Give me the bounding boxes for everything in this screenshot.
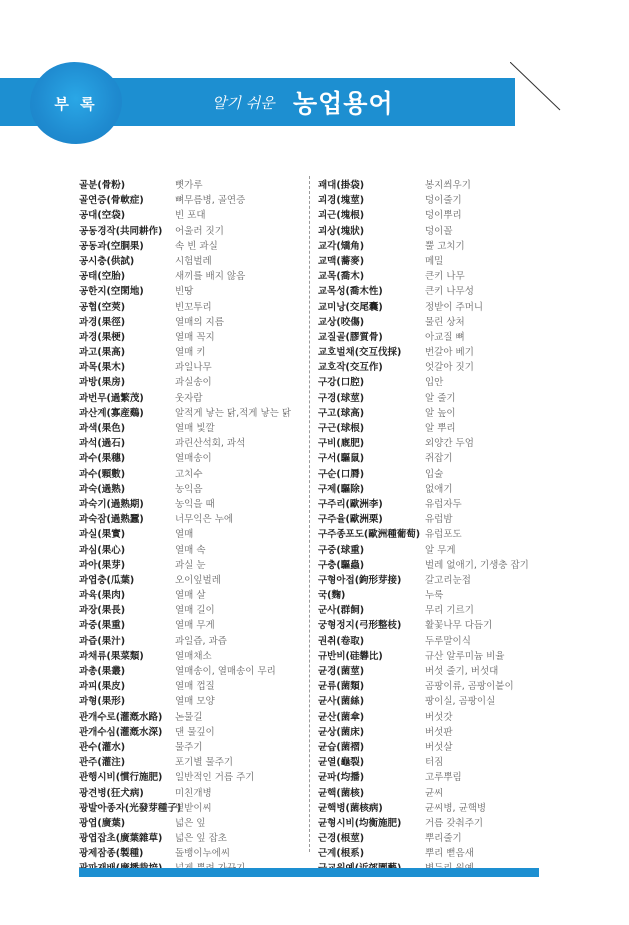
glossary-row [318, 558, 548, 573]
glossary-row [79, 345, 309, 360]
glossary-term: 과숙잠(過熟蠶) [79, 514, 144, 526]
glossary-row [79, 816, 309, 831]
glossary-term: 과수(果穗) [79, 453, 126, 465]
glossary-meaning: 열매송이 [175, 453, 212, 465]
glossary-row [318, 573, 548, 588]
glossary-term: 과경(果徑) [79, 316, 126, 328]
glossary-row [318, 451, 548, 466]
glossary-meaning: 곰팡이류, 곰팡이붙이 [425, 681, 514, 693]
glossary-meaning: 뼈무름병, 골연증 [175, 195, 246, 207]
glossary-term: 구주리(歐洲李) [318, 498, 383, 510]
glossary-row [318, 391, 548, 406]
glossary-row [318, 406, 548, 421]
glossary-meaning: 열매송이, 열매송이 무리 [175, 666, 276, 677]
glossary-meaning: 없애기 [425, 483, 453, 495]
glossary-row [318, 846, 548, 861]
glossary-meaning: 새끼를 배지 않음 [175, 271, 246, 283]
glossary-meaning: 속 빈 과실 [175, 240, 218, 252]
glossary-row [79, 573, 309, 588]
glossary-term: 구충(驅蟲) [318, 559, 365, 571]
glossary-row [79, 467, 309, 482]
glossary-meaning: 덩이줄기 [425, 195, 462, 207]
glossary-meaning: 농익음 [175, 483, 203, 495]
glossary-row [79, 421, 309, 436]
glossary-term: 관개수로(灌漑水路) [79, 711, 163, 723]
glossary-meaning: 큰키 나무성 [425, 286, 474, 298]
glossary-meaning: 번갈아 베기 [425, 347, 474, 359]
glossary-row [79, 436, 309, 451]
glossary-meaning: 열매 모양 [175, 696, 215, 708]
glossary-term: 균핵병(菌核病) [318, 802, 383, 814]
glossary-row [318, 345, 548, 360]
glossary-row [79, 618, 309, 633]
glossary-row [318, 284, 548, 299]
glossary-term: 교호작(交互作) [318, 362, 383, 374]
glossary-term: 균경(菌莖) [318, 666, 365, 677]
glossary-term: 과목(果木) [79, 362, 126, 374]
glossary-term: 구서(驅鼠) [318, 453, 365, 465]
glossary-term: 과피(果皮) [79, 681, 126, 693]
glossary-term: 균열(龜裂) [318, 757, 365, 769]
glossary-term: 광엽(廣葉) [79, 817, 126, 829]
glossary-meaning: 과일즙, 과즙 [175, 635, 227, 647]
glossary-term: 공시충(供試) [79, 255, 135, 267]
glossary-meaning: 시험벌레 [175, 255, 212, 267]
glossary-term: 괴근(塊根) [318, 210, 365, 222]
glossary-term: 광엽잡초(廣葉雜草) [79, 833, 163, 845]
glossary-meaning: 알 무게 [425, 544, 456, 556]
glossary-row [79, 649, 309, 664]
glossary-row [318, 208, 548, 223]
glossary-row [79, 178, 309, 193]
glossary-row [318, 603, 548, 618]
glossary-meaning: 벌레 없애기, 기생충 잡기 [425, 559, 529, 571]
glossary-meaning: 과린산석회, 과석 [175, 438, 246, 450]
glossary-meaning: 열매의 지름 [175, 316, 224, 328]
glossary-meaning: 열매 속 [175, 544, 206, 556]
glossary-meaning: 덩이꼴 [425, 225, 453, 237]
glossary-term: 과총(果叢) [79, 666, 126, 677]
glossary-meaning: 물린 상처 [425, 316, 465, 328]
glossary-row [79, 497, 309, 512]
glossary-row [79, 558, 309, 573]
glossary-term: 군사(群飼) [318, 605, 365, 617]
glossary-meaning: 열매 키 [175, 347, 206, 359]
glossary-term: 교미낭(交尾囊) [318, 301, 383, 313]
glossary-row [79, 193, 309, 208]
glossary-meaning: 열매 껍질 [175, 681, 215, 693]
glossary-term: 과실(果實) [79, 529, 126, 541]
glossary-term: 구중(球重) [318, 544, 365, 556]
glossary-meaning: 과일나무 [175, 362, 212, 374]
glossary-row [318, 786, 548, 801]
glossary-meaning: 버섯살 [425, 741, 453, 753]
glossary-row [318, 634, 548, 649]
glossary-row [318, 816, 548, 831]
glossary-meaning: 포기별 물주기 [175, 757, 234, 769]
glossary-row [318, 467, 548, 482]
glossary-row [79, 755, 309, 770]
glossary-row [318, 543, 548, 558]
glossary-meaning: 균씨병, 균핵병 [425, 802, 487, 814]
glossary-term: 과심(果心) [79, 544, 126, 556]
glossary-row [318, 588, 548, 603]
glossary-meaning: 누룩 [425, 590, 444, 602]
glossary-row [318, 527, 548, 542]
glossary-row [318, 649, 548, 664]
glossary-row [79, 740, 309, 755]
glossary-row [318, 512, 548, 527]
glossary-term: 공대(空袋) [79, 210, 126, 222]
glossary-term: 광발아종자(光發芽種子) [79, 802, 182, 814]
glossary-term: 괘대(掛袋) [318, 180, 365, 191]
glossary-meaning: 열매 빛깔 [175, 423, 215, 434]
glossary-term: 과색(果色) [79, 423, 126, 434]
glossary-meaning: 두루말이식 [425, 635, 471, 647]
glossary-term: 균사(菌絲) [318, 696, 365, 708]
glossary-row [318, 254, 548, 269]
glossary-row [318, 375, 548, 390]
glossary-meaning: 아교질 뼈 [425, 331, 465, 343]
glossary-term: 과번무(過繁茂) [79, 392, 144, 404]
glossary-row [318, 694, 548, 709]
glossary-row [318, 421, 548, 436]
glossary-meaning: 넓은 잎 [175, 817, 206, 829]
glossary-row [79, 451, 309, 466]
glossary-term: 과채류(果菜類) [79, 650, 144, 662]
glossary-row [318, 664, 548, 679]
glossary-row [79, 391, 309, 406]
glossary-row [79, 679, 309, 694]
glossary-meaning: 팡이실, 곰팡이실 [425, 696, 496, 708]
glossary-term: 근계(根系) [318, 848, 365, 860]
glossary-meaning: 버섯 줄기, 버섯대 [425, 666, 499, 677]
glossary-row [79, 254, 309, 269]
glossary-row [318, 679, 548, 694]
glossary-term: 구강(口腔) [318, 377, 365, 389]
glossary-term: 균파(均播) [318, 772, 365, 784]
glossary-row [79, 831, 309, 846]
glossary-term: 교질골(膠質骨) [318, 331, 383, 343]
glossary-meaning: 논물길 [175, 711, 203, 723]
glossary-meaning: 정받이 주머니 [425, 301, 484, 313]
glossary-meaning: 알 뿌리 [425, 423, 456, 434]
glossary-term: 구제(驅除) [318, 483, 365, 495]
glossary-term: 공태(空胎) [79, 271, 126, 283]
glossary-term: 궁형정지(弓形整枝) [318, 620, 402, 632]
glossary-meaning: 입안 [425, 377, 444, 389]
glossary-meaning: 큰키 나무 [425, 271, 465, 283]
glossary-term: 과형(果形) [79, 696, 126, 708]
glossary-meaning: 봉지씌우기 [425, 180, 471, 191]
glossary-term: 국(麴) [318, 590, 346, 602]
glossary-meaning: 미친개병 [175, 787, 212, 799]
glossary-row [318, 300, 548, 315]
glossary-meaning: 댄 물깊이 [175, 726, 215, 738]
glossary-row [318, 710, 548, 725]
glossary-row [79, 208, 309, 223]
glossary-row [79, 239, 309, 254]
glossary-row [318, 315, 548, 330]
glossary-meaning: 버섯갓 [425, 711, 453, 723]
glossary-term: 과숙(過熟) [79, 483, 126, 495]
glossary-row [318, 801, 548, 816]
glossary-term: 규반비(硅礬比) [318, 650, 383, 662]
glossary-meaning: 터짐 [425, 757, 444, 769]
glossary-row [79, 482, 309, 497]
glossary-meaning: 볕받이씨 [175, 802, 212, 814]
glossary-meaning: 어울러 짓기 [175, 225, 224, 237]
glossary-row [79, 801, 309, 816]
glossary-meaning: 덩이뿌리 [425, 210, 462, 222]
glossary-term: 공동과(空胴果) [79, 240, 144, 252]
glossary-meaning: 쥐잡기 [425, 453, 453, 465]
glossary-meaning: 뼛가루 [175, 180, 203, 191]
header-subtitle: 알기 쉬운 [212, 94, 275, 112]
glossary-term: 광견병(狂犬病) [79, 787, 144, 799]
glossary-meaning: 갈고리눈접 [425, 574, 471, 586]
glossary-meaning: 메밀 [425, 255, 444, 267]
glossary-row [318, 330, 548, 345]
glossary-meaning: 고루뿌림 [425, 772, 462, 784]
glossary-term: 과고(果高) [79, 347, 126, 359]
glossary-meaning: 너무익은 누에 [175, 514, 234, 526]
glossary-row [79, 330, 309, 345]
glossary-term: 골분(骨粉) [79, 180, 126, 191]
glossary-meaning: 열매채소 [175, 650, 212, 662]
glossary-row [79, 710, 309, 725]
glossary-row [79, 770, 309, 785]
glossary-term: 구비(廐肥) [318, 438, 365, 450]
glossary-term: 균형시비(均衡施肥) [318, 817, 402, 829]
glossary-meaning: 물주기 [175, 741, 203, 753]
glossary-row [318, 740, 548, 755]
glossary-meaning: 활꽃나무 다듬기 [425, 620, 493, 632]
glossary-term: 근경(根莖) [318, 833, 365, 845]
glossary-meaning: 알적게 낳는 닭,적게 낳는 닭 [175, 407, 292, 419]
glossary-term: 관주(灌注) [79, 757, 126, 769]
glossary-term: 구순(口脣) [318, 468, 365, 480]
glossary-term: 구주종포도(歐洲種葡萄) [318, 529, 421, 541]
glossary-meaning: 열매 무게 [175, 620, 215, 632]
glossary-term: 관수(灌水) [79, 741, 126, 753]
glossary-term: 과산계(寡産鷄) [79, 407, 144, 419]
page-title: 농업용어 [293, 89, 394, 118]
glossary-row [79, 375, 309, 390]
glossary-meaning: 열매 꼭지 [175, 331, 215, 343]
glossary-term: 구형아접(鉤形芽接) [318, 574, 402, 586]
glossary-meaning: 유럽자두 [425, 498, 462, 510]
column-divider [309, 176, 310, 852]
glossary-term: 균상(菌床) [318, 726, 365, 738]
glossary-meaning: 열매 [175, 529, 194, 541]
glossary-meaning: 농익을 때 [175, 498, 215, 510]
glossary-row [318, 755, 548, 770]
glossary-term: 과수(顆數) [79, 468, 126, 480]
glossary-right-column [318, 178, 548, 877]
glossary-row [79, 315, 309, 330]
glossary-row [318, 482, 548, 497]
glossary-meaning: 알 높이 [425, 407, 456, 419]
glossary-term: 과장(果長) [79, 605, 126, 617]
glossary-term: 과중(果重) [79, 620, 126, 632]
glossary-term: 교맥(蕎麥) [318, 255, 365, 267]
glossary-row [318, 193, 548, 208]
glossary-row [79, 694, 309, 709]
glossary-term: 광제잠종(製種) [79, 848, 144, 860]
glossary-term: 괴경(塊莖) [318, 195, 365, 207]
glossary-row [318, 770, 548, 785]
glossary-term: 구경(球莖) [318, 392, 365, 404]
glossary-meaning: 빈땅 [175, 286, 194, 298]
glossary-term: 공동경작(共同耕作) [79, 225, 163, 237]
glossary-meaning: 버섯판 [425, 726, 453, 738]
glossary-row [318, 497, 548, 512]
glossary-meaning: 과실송이 [175, 377, 212, 389]
glossary-meaning: 뿔 고치기 [425, 240, 465, 252]
footer-bar [79, 868, 539, 877]
glossary-row [79, 664, 309, 679]
glossary-meaning: 웃자람 [175, 392, 203, 404]
glossary-row [318, 831, 548, 846]
glossary-row [79, 512, 309, 527]
glossary-term: 균습(菌褶) [318, 741, 365, 753]
glossary-term: 균핵(菌核) [318, 787, 365, 799]
glossary-row [318, 618, 548, 633]
glossary-term: 과경(果梗) [79, 331, 126, 343]
glossary-row [79, 300, 309, 315]
glossary-term: 권취(卷取) [318, 635, 365, 647]
glossary-row [79, 786, 309, 801]
glossary-row [79, 269, 309, 284]
glossary-meaning: 과실 눈 [175, 559, 206, 571]
glossary-meaning: 거름 갖춰주기 [425, 817, 484, 829]
glossary-term: 공한지(空閑地) [79, 286, 144, 298]
glossary-term: 교상(咬傷) [318, 316, 365, 328]
glossary-meaning: 규산 알루미늄 비율 [425, 650, 505, 662]
glossary-meaning: 유럽밤 [425, 514, 453, 526]
glossary-term: 과방(果房) [79, 377, 126, 389]
glossary-term: 과즙(果汁) [79, 635, 126, 647]
glossary-term: 관행시비(慣行施肥) [79, 772, 163, 784]
glossary-meaning: 열매 살 [175, 590, 206, 602]
glossary-row [79, 603, 309, 618]
glossary-term: 교목성(喬木性) [318, 286, 383, 298]
glossary-meaning: 넓은 잎 잡초 [175, 833, 227, 845]
glossary-term: 균산(菌傘) [318, 711, 365, 723]
glossary-row [79, 634, 309, 649]
glossary-row [79, 725, 309, 740]
appendix-badge: 부 록 [30, 62, 122, 144]
glossary-term: 구주율(歐洲栗) [318, 514, 383, 526]
glossary-meaning: 열매 길이 [175, 605, 215, 617]
glossary-term: 과숙기(過熟期) [79, 498, 144, 510]
glossary-row [318, 178, 548, 193]
glossary-term: 괴상(塊狀) [318, 225, 365, 237]
glossary-term: 관개수심(灌漑水深) [79, 726, 163, 738]
glossary-row [79, 543, 309, 558]
glossary-meaning: 빈 포대 [175, 210, 206, 222]
glossary-term: 과육(果肉) [79, 590, 126, 602]
corner-line-decoration [510, 62, 562, 114]
glossary-row [79, 406, 309, 421]
glossary-row [318, 269, 548, 284]
glossary-meaning: 엇갈아 짓기 [425, 362, 474, 374]
glossary-meaning: 오이잎벌레 [175, 574, 221, 586]
glossary-meaning: 균씨 [425, 787, 444, 799]
glossary-term: 교호벌채(交互伐採) [318, 347, 402, 359]
glossary-meaning: 빈꼬투리 [175, 301, 212, 313]
glossary-meaning: 뿌리 뻗음새 [425, 848, 474, 860]
glossary-row [79, 588, 309, 603]
glossary-row [79, 284, 309, 299]
glossary-term: 과엽충(瓜葉) [79, 574, 135, 586]
glossary-meaning: 돌뱅이누에씨 [175, 848, 231, 860]
glossary-term: 공협(空莢) [79, 301, 126, 313]
glossary-term: 과석(過石) [79, 438, 126, 450]
glossary-meaning: 일반적인 거름 주기 [175, 772, 255, 784]
glossary-row [318, 725, 548, 740]
glossary-term: 교목(喬木) [318, 271, 365, 283]
glossary-row [79, 224, 309, 239]
glossary-row [79, 360, 309, 375]
glossary-meaning: 무리 기르기 [425, 605, 474, 617]
glossary-row [79, 846, 309, 861]
glossary-meaning: 유럽포도 [425, 529, 462, 541]
glossary-term: 구근(球根) [318, 423, 365, 434]
glossary-row [318, 436, 548, 451]
glossary-term: 구고(球高) [318, 407, 365, 419]
glossary-meaning: 알 줄기 [425, 392, 456, 404]
glossary-term: 교각(矯角) [318, 240, 365, 252]
glossary-term: 과아(果芽) [79, 559, 126, 571]
glossary-row [79, 527, 309, 542]
glossary-meaning: 고치수 [175, 468, 203, 480]
glossary-meaning: 입술 [425, 468, 444, 480]
glossary-left-column [79, 178, 309, 877]
glossary-meaning: 외양간 두엄 [425, 438, 474, 450]
glossary-row [318, 239, 548, 254]
glossary-meaning: 뿌리줄기 [425, 833, 462, 845]
glossary-term: 균류(菌類) [318, 681, 365, 693]
glossary-row [318, 224, 548, 239]
glossary-term: 골연증(骨軟症) [79, 195, 144, 207]
glossary-row [318, 360, 548, 375]
